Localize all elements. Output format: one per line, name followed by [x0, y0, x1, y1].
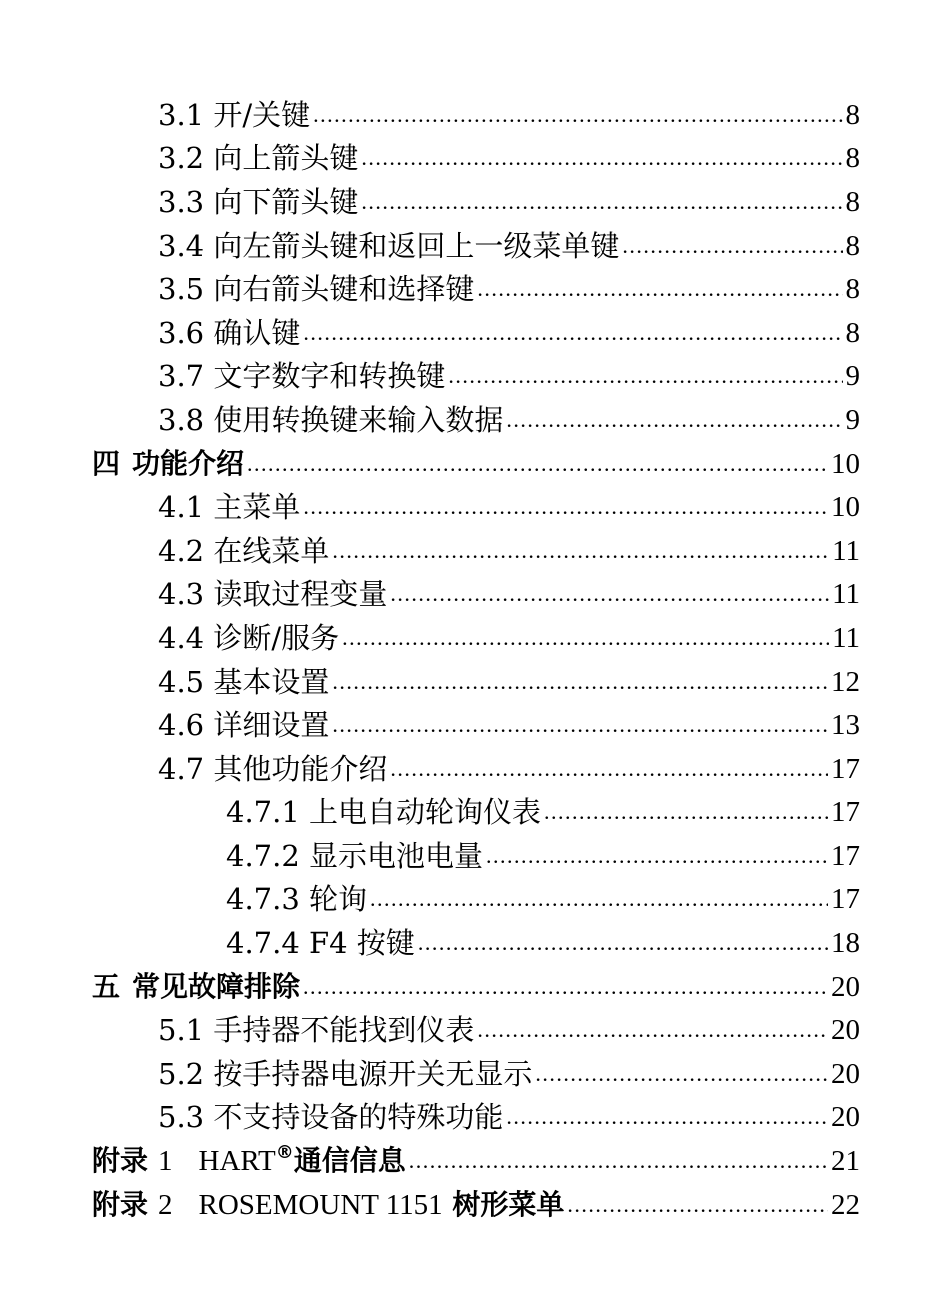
toc-entry-page: 8 [845, 142, 860, 175]
toc-entry-page: 17 [831, 752, 860, 785]
toc-entry-5-2[interactable] [0, 1052, 950, 1096]
toc-entry-number: 3.6 [158, 315, 205, 350]
toc-chapter-5[interactable] [0, 965, 950, 1009]
toc-entry-5-1[interactable] [0, 1008, 950, 1052]
appendix-number: 2 [158, 1188, 173, 1221]
toc-entry-title: 显示电池电量 [309, 838, 484, 873]
toc-entry-4-7-3[interactable] [0, 878, 950, 922]
dot-leader [303, 970, 828, 1004]
dot-leader [332, 534, 829, 568]
toc-entry-4-2[interactable] [0, 529, 950, 573]
appendix-title: 通信信息 [293, 1144, 406, 1178]
toc-entry-page: 13 [831, 709, 860, 742]
toc-entry-page: 20 [831, 1057, 860, 1090]
toc-entry-title: 按手持器电源开关无显示 [213, 1056, 533, 1091]
toc-entry-5-3[interactable] [0, 1096, 950, 1140]
toc-entry-number: 5.1 [158, 1013, 205, 1048]
toc-entry-3-1[interactable] [0, 93, 950, 137]
toc-entry-title: 基本设置 [213, 664, 330, 699]
dot-leader [390, 577, 829, 611]
toc-chapter-number: 五 [92, 969, 121, 1003]
toc-entry-4-7-1[interactable] [0, 791, 950, 835]
toc-entry-number: 4.7.3 [226, 882, 300, 917]
toc-entry-number: 4.7.4 [226, 926, 300, 961]
toc-entry-page: 8 [845, 98, 860, 131]
toc-entry-title: 主菜单 [213, 490, 301, 525]
toc-entry-title: 向上箭头键 [213, 141, 359, 176]
toc-entry-title: 读取过程变量 [213, 577, 388, 612]
toc-entry-page: 8 [845, 185, 860, 218]
toc-entry-3-4[interactable] [0, 224, 950, 268]
dot-leader [448, 359, 842, 393]
toc-entry-title: 轮询 [309, 882, 368, 917]
toc-entry-title: 文字数字和转换键 [213, 359, 446, 394]
appendix-number: 1 [158, 1145, 173, 1178]
dot-leader [506, 1100, 828, 1134]
toc-entry-number: 4.7 [158, 751, 205, 786]
toc-entry-title: F4 按键 [309, 926, 415, 961]
toc-entry-number: 5.2 [158, 1056, 205, 1091]
dot-leader [567, 1188, 828, 1222]
toc-entry-number: 3.2 [158, 141, 205, 176]
dot-leader [370, 882, 828, 916]
toc-entry-title: 确认键 [213, 315, 301, 350]
toc-entry-title: 其他功能介绍 [213, 751, 388, 786]
dot-leader [361, 141, 842, 175]
toc-entry-number: 3.5 [158, 272, 205, 307]
toc-entry-page: 17 [831, 839, 860, 872]
toc-entry-number: 4.2 [158, 533, 205, 568]
toc-entry-title: 手持器不能找到仪表 [213, 1013, 475, 1048]
toc-entry-4-6[interactable] [0, 703, 950, 747]
toc-entry-page: 9 [845, 360, 860, 393]
toc-entry-number: 4.1 [158, 490, 205, 525]
dot-leader [506, 403, 842, 437]
dot-leader [332, 708, 828, 742]
toc-entry-page: 8 [845, 273, 860, 306]
appendix-title: 树形菜单 [452, 1187, 565, 1221]
toc-entry-page: 17 [831, 796, 860, 829]
toc-appendix-2[interactable] [0, 1183, 950, 1227]
dot-leader [409, 1144, 828, 1178]
toc-entry-page: 20 [831, 1014, 860, 1047]
table-of-contents [0, 93, 950, 1226]
toc-entry-page: 22 [831, 1188, 860, 1221]
toc-entry-number: 3.8 [158, 402, 205, 437]
toc-entry-title: 上电自动轮询仪表 [309, 795, 542, 830]
appendix-label: 附录 [92, 1144, 149, 1178]
toc-chapter-4[interactable] [0, 442, 950, 486]
toc-entry-page: 11 [832, 621, 860, 654]
dot-leader [313, 98, 842, 132]
toc-entry-page: 20 [831, 970, 860, 1003]
registered-mark: ® [275, 1142, 294, 1164]
toc-entry-3-7[interactable] [0, 355, 950, 399]
dot-leader [390, 752, 828, 786]
toc-entry-page: 17 [831, 883, 860, 916]
toc-entry-4-5[interactable] [0, 660, 950, 704]
dot-leader [332, 665, 828, 699]
toc-entry-number: 4.7.2 [226, 838, 300, 873]
dot-leader [418, 926, 828, 960]
toc-entry-page: 9 [845, 403, 860, 436]
toc-entry-title: 在线菜单 [213, 533, 330, 568]
toc-entry-4-4[interactable] [0, 616, 950, 660]
toc-entry-title: 不支持设备的特殊功能 [213, 1100, 504, 1135]
dot-leader [477, 272, 842, 306]
toc-entry-title: 向右箭头键和选择键 [213, 272, 475, 307]
toc-entry-title: 向左箭头键和返回上一级菜单键 [213, 228, 620, 263]
toc-entry-page: 8 [845, 316, 860, 349]
toc-entry-number: 4.7.1 [226, 795, 300, 830]
appendix-title-latin: ROSEMOUNT 1151 [198, 1188, 443, 1221]
toc-entry-number: 5.3 [158, 1100, 205, 1135]
toc-entry-number: 4.6 [158, 708, 205, 743]
toc-entry-title: 开/关键 [213, 97, 311, 132]
toc-entry-number: 4.5 [158, 664, 205, 699]
toc-entry-3-6[interactable] [0, 311, 950, 355]
toc-entry-number: 3.3 [158, 184, 205, 219]
toc-entry-3-5[interactable] [0, 267, 950, 311]
toc-entry-page: 11 [832, 534, 860, 567]
toc-chapter-title: 功能介绍 [132, 446, 245, 480]
appendix-label: 附录 [92, 1187, 149, 1221]
toc-entry-title: 诊断/服务 [213, 620, 340, 655]
toc-entry-number: 3.4 [158, 228, 205, 263]
toc-entry-3-2[interactable] [0, 137, 950, 181]
dot-leader [535, 1057, 828, 1091]
toc-entry-4-7[interactable] [0, 747, 950, 791]
dot-leader [361, 185, 842, 219]
toc-entry-page: 10 [831, 447, 860, 480]
toc-entry-number: 4.4 [158, 620, 205, 655]
toc-entry-number: 4.3 [158, 577, 205, 612]
toc-entry-page: 18 [831, 927, 860, 960]
dot-leader [303, 490, 828, 524]
toc-entry-page: 21 [831, 1145, 860, 1178]
dot-leader [544, 795, 828, 829]
dot-leader [303, 316, 842, 350]
toc-chapter-title: 常见故障排除 [132, 969, 301, 1003]
toc-entry-page: 11 [832, 578, 860, 611]
toc-entry-number: 3.7 [158, 359, 205, 394]
toc-entry-3-3[interactable] [0, 180, 950, 224]
toc-entry-page: 10 [831, 491, 860, 524]
dot-leader [247, 447, 828, 481]
toc-entry-title: 向下箭头键 [213, 184, 359, 219]
toc-entry-title: 详细设置 [213, 708, 330, 743]
dot-leader [342, 621, 829, 655]
toc-entry-page: 12 [831, 665, 860, 698]
toc-chapter-number: 四 [92, 446, 121, 480]
dot-leader [622, 229, 842, 263]
dot-leader [486, 839, 828, 873]
appendix-title-latin: HART [198, 1145, 276, 1178]
toc-entry-title: 使用转换键来输入数据 [213, 402, 504, 437]
toc-entry-4-3[interactable] [0, 573, 950, 617]
toc-entry-4-7-4[interactable] [0, 921, 950, 965]
toc-entry-3-8[interactable] [0, 398, 950, 442]
toc-entry-page: 20 [831, 1101, 860, 1134]
toc-entry-4-1[interactable] [0, 485, 950, 529]
toc-entry-number: 3.1 [158, 97, 205, 132]
toc-entry-4-7-2[interactable] [0, 834, 950, 878]
toc-entry-page: 8 [845, 229, 860, 262]
toc-appendix-1[interactable] [0, 1139, 950, 1183]
dot-leader [477, 1013, 828, 1047]
